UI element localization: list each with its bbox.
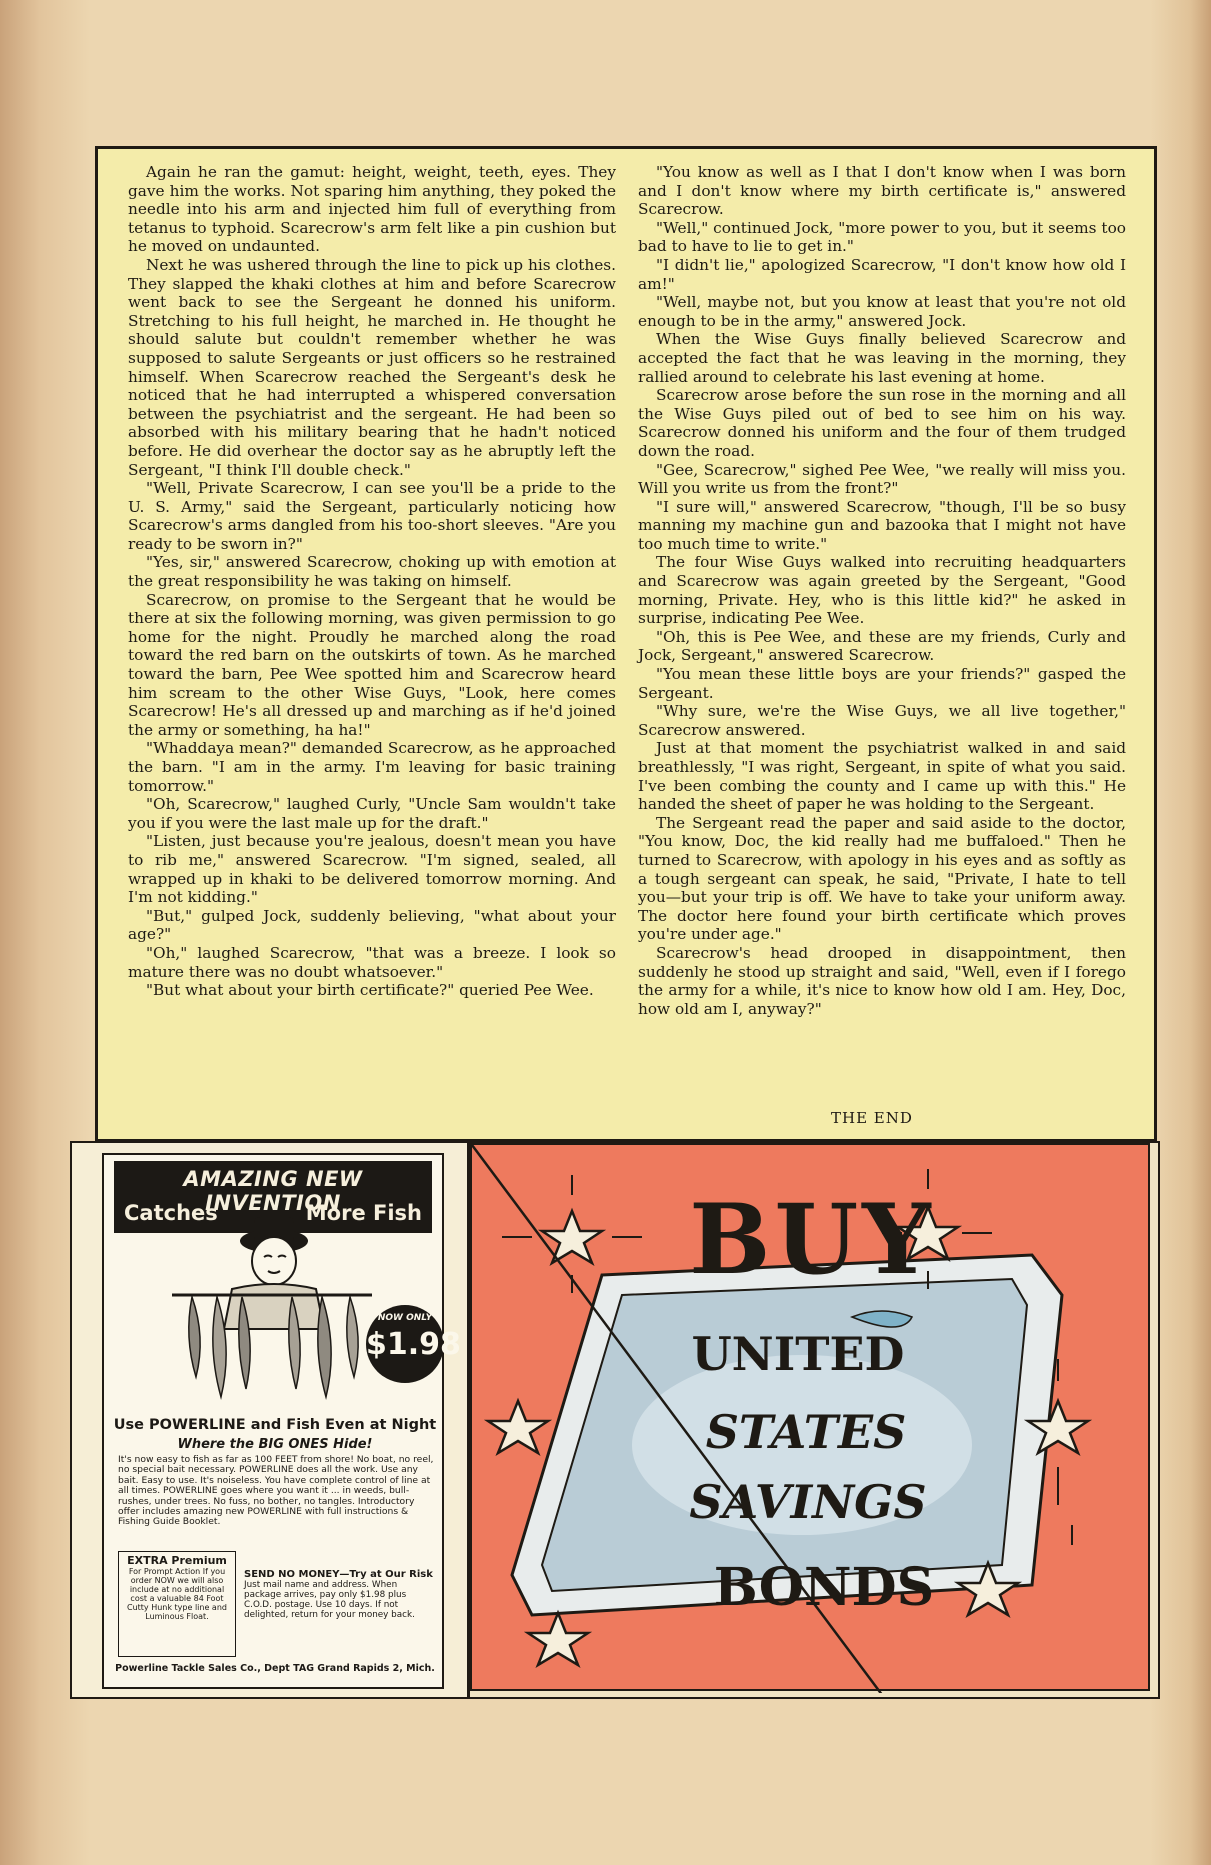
story-paragraph: "Why sure, we're the Wise Guys, we all live together," Scarecrow answered.	[638, 702, 1126, 739]
story-paragraph: "Oh, this is Pee Wee, and these are my friends, Curly and Jock, Sergeant," answered Scarecrow.	[638, 627, 1126, 665]
fishing-ad-body: It's now easy to fish as far as 100 FEET from shore! No boat, no reel, no special bait necessary. POWERLINE does all the work. Use any bait. Easy to use. It's noiseless. You have complete control of line at all times. POWERLINE goes where you want it ... in weeds, bull-rushes, under trees. No fuss, no bother, no tangles. Introductory offer includes amazing new POWERLINE with full instructions & Fishing Guide Booklet.	[118, 1454, 434, 1528]
united-text: UNITED	[691, 1327, 905, 1381]
story-paragraph: "Oh, Scarecrow," laughed Curly, "Uncle Sam wouldn't take you if you were the last male up for the draft."	[128, 795, 616, 832]
fishing-sub-headline: Use POWERLINE and Fish Even at Night	[113, 1417, 437, 1433]
story-text-box	[95, 146, 1157, 1142]
story-paragraph: "Well, Private Scarecrow, I can see you'll be a pride to the U. S. Army," said the Sergeant, particularly noticing how Scarecrow's arms dangled from his too-short sleeves. "Are you ready to be sworn in?"	[128, 479, 616, 553]
fishing-ad-footer: Powerline Tackle Sales Co., Dept TAG Grand Rapids 2, Mich.	[115, 1663, 435, 1674]
extra-premium-box	[118, 1551, 236, 1657]
catches-text: Catches	[124, 1201, 218, 1225]
headline-text: AMAZING NEW INVENTION	[183, 1167, 363, 1215]
fishing-sub-headline-2: Where the BIG ONES Hide!	[177, 1437, 373, 1452]
bonds-text: BONDS	[713, 1557, 935, 1618]
story-paragraph: "Yes, sir," answered Scarecrow, choking up with emotion at the great responsibility he was taking on himself.	[128, 553, 616, 591]
story-paragraph: Just at that moment the psychiatrist walked in and said breathlessly, "I was right, Sergeant, in spite of what you said. I've been combing the county and I came up with this." He handed the sheet of paper he was holding to the Sergeant.	[638, 739, 1126, 814]
premium-body: For Prompt Action If you order NOW we will also include at no additional cost a valuable 84 Foot Cutty Hunk type line and Luminous Float.	[127, 1567, 227, 1621]
story-paragraph: "I sure will," answered Scarecrow, "though, I'll be so busy manning my machine gun and bazooka that I might not have too much time to write."	[638, 497, 1126, 553]
send-no-money-body: Just mail name and address. When package arrives, pay only $1.98 plus C.O.D. postage. Use 10 days. If not delighted, return for your money back.	[244, 1580, 415, 1620]
story-paragraph: "I didn't lie," apologized Scarecrow, "I don't know how old I am!"	[638, 255, 1126, 293]
story-paragraph: "But what about your birth certificate?" queried Pee Wee.	[146, 981, 594, 1000]
story-paragraph: The four Wise Guys walked into recruiting headquarters and Scarecrow was again greeted by the Sergeant, "Good morning, Private. Hey, who is this little kid?" he asked in surprise, indicating Pee Wee.	[638, 553, 1126, 628]
story-paragraph: "Gee, Scarecrow," sighed Pee Wee, "we really will miss you. Will you write us from the front?"	[638, 460, 1126, 498]
price-text: $1.98	[366, 1327, 461, 1362]
story-paragraph: Again he ran the gamut: height, weight, teeth, eyes. They gave him the works. Not sparing him anything, they poked the needle into his arm and injected him full of everything from tetanus to typhoid. Scarecrow's arm felt like a pin cushion but he moved on undaunted.	[128, 163, 616, 256]
premium-title: EXTRA Premium	[127, 1554, 227, 1567]
buy-text: BUY	[689, 1183, 935, 1296]
story-paragraph: "Well," continued Jock, "more power to you, but it seems too bad to have to lie to get in."	[638, 218, 1126, 256]
story-paragraph: When the Wise Guys finally believed Scarecrow and accepted the fact that he was leaving in the morning, they rallied around to celebrate his last evening at home.	[638, 330, 1126, 386]
story-paragraph: "Well, maybe not, but you know at least that you're not old enough to be in the army," answered Jock.	[638, 293, 1126, 330]
story-paragraph: Next he was ushered through the line to pick up his clothes. They slapped the khaki clothes at him and before Scarecrow went back to see the Sergeant he donned his uniform. Stretching to his full height, he marched in. He thought he should salute but couldn't remember whether he was supposed to salute Sergeants or just officers so he restrained himself. When Scarecrow reached the Sergeant's desk he noticed that he had interrupted a whispered conversation between the psychiatrist and the sergeant. He had been so absorbed with his military bearing that he hadn't noticed before. He did overhear the doctor say as he abruptly left the Sergeant, "I think I'll double check."	[128, 255, 616, 479]
savings-bonds-advertisement	[470, 1143, 1158, 1697]
story-column-left	[128, 163, 616, 1000]
story-paragraph: "Whaddaya mean?" demanded Scarecrow, as he approached the barn. "I am in the army. I'm leaving for basic training tomorrow."	[128, 739, 616, 795]
bonds-ad-panel	[470, 1143, 1150, 1691]
story-paragraph: "Oh," laughed Scarecrow, "that was a breeze. I look so mature there was no doubt whatsoever."	[128, 943, 616, 981]
the-end-label: THE END	[831, 1109, 913, 1127]
send-no-money-section	[244, 1569, 436, 1620]
story-paragraph: Scarecrow, on promise to the Sergeant that he would be there at six the following morning, was given permission to go home for the night. Proudly he marched along the road toward the red barn on the outskirts of town. As he marched toward the barn, Pee Wee spotted him and Scarecrow heard him scream to the other Wise Guys, "Look, here comes Scarecrow! He's all dressed up and marching as if he'd joined the army or something, ha ha!"	[128, 590, 616, 739]
story-paragraph: "But," gulped Jock, suddenly believing, "what about your age?"	[128, 906, 616, 944]
send-no-money-title: SEND NO MONEY—Try at Our Risk	[244, 1569, 433, 1580]
story-paragraph: "You know as well as I that I don't know when I was born and I don't know where my birth certificate is," answered Scarecrow.	[638, 163, 1126, 219]
fisherman-illustration-icon	[162, 1203, 382, 1411]
story-paragraph: "Listen, just because you're jealous, doesn't mean you have to rib me," answered Scarecrow. "I'm signed, sealed, all wrapped up in khaki to be delivered tomorrow morning. And I'm not kidding."	[128, 832, 616, 907]
fishing-ad-frame	[102, 1153, 461, 1689]
savings-text: SAVINGS	[689, 1475, 927, 1529]
story-paragraph: Scarecrow arose before the sun rose in the morning and all the Wise Guys piled out of bed to see him on his way. Scarecrow donned his uniform and the four of them trudged down the road.	[638, 386, 1126, 460]
now-only-text: NOW ONLY	[377, 1313, 433, 1323]
story-paragraph: Scarecrow's head drooped in disappointment, then suddenly he stood up straight and said, "Well, even if I forego the army for a while, it's nice to know how old I am. Hey, Doc, how old am I, anyway?"	[638, 943, 1126, 1018]
states-text: STATES	[705, 1405, 907, 1459]
fishing-advertisement	[72, 1143, 470, 1697]
more-fish-text: More Fish	[305, 1201, 422, 1225]
story-column-right	[638, 163, 1126, 1018]
story-paragraph: "You mean these little boys are your friends?" gasped the Sergeant.	[638, 665, 1126, 702]
story-paragraph: The Sergeant read the paper and said aside to the doctor, "You know, Doc, the kid really had me buffaloed." Then he turned to Scarecrow, with apology in his eyes and as softly as a tough sergeant can speak, he said, "Private, I hate to tell you—but your trip is off. We have to take your uniform away. The doctor here found your birth certificate which proves you're under age."	[638, 813, 1126, 944]
price-badge	[366, 1305, 461, 1383]
